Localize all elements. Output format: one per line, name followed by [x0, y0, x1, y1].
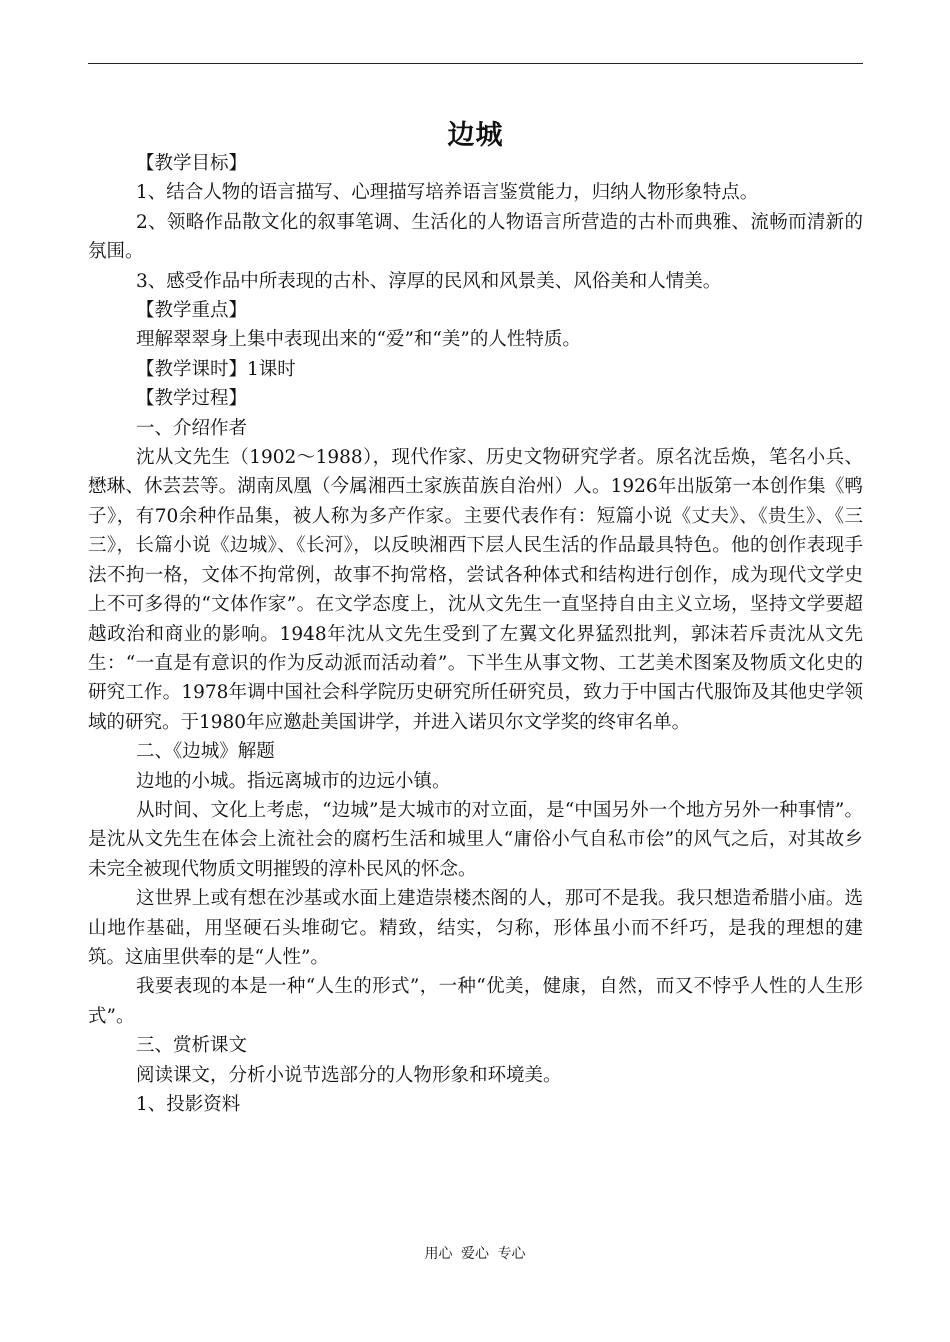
subheading-appreciation: 三、赏析课文: [136, 1035, 248, 1057]
objective-item: 1、结合人物的语言描写、心理描写培养语言鉴赏能力，归纳人物形象特点。: [136, 182, 759, 204]
section-heading-objectives: 【教学目标】: [136, 153, 248, 174]
body-paragraph: 从时间、文化上考虑，“边城”是大城市的对立面，是“中国另外一个地方另外一种事情”。是沈从文先生在体会上流社会的腐朽生活和城里人“庸俗小气自私市侩”的风气之后，对其故乡未完全被现代物质文明摧毁的淳朴民风的怀念。: [88, 799, 863, 880]
page-footer: 用心 爱心 专心: [424, 1246, 526, 1262]
body-paragraph: 这世界上或有想在沙基或水面上建造崇楼杰阁的人，那可不是我。我只想造希腊小庙。选山地作基础，用坚硬石头堆砌它。精致，结实，匀称，形体虽小而不纤巧，是我的理想的建筑。这庙里供奉的是“人性”。: [88, 888, 863, 968]
subheading-author: 一、介绍作者: [136, 417, 248, 439]
body-paragraph: 我要表现的本是一种“人生的形式”，一种“优美，健康，自然，而又不悖乎人性的人生形式”。: [88, 976, 863, 1027]
header-rule: [88, 63, 863, 64]
author-bio-paragraph: 沈从文先生（1902～1988），现代作家、历史文物研究学者。原名沈岳焕，笔名小兵、懋琳、休芸芸等。湖南凤凰（今属湘西土家族苗族自治州）人。1926年出版第一本创作集《鸭子》，有70余种作品集，被人称为多产作家。主要代表作有：短篇小说《丈夫》、《贵生》、《三三》，长篇小说《边城》、《长河》，以反映湘西下层人民生活的作品最具特色。他的创作表现手法不拘一格，文体不拘常例，故事不拘常格，尝试各种体式和结构进行创作，成为现代文学史上不可多得的“文体作家”。在文学态度上，沈从文先生一直坚持自由主义立场，坚持文学要超越政治和商业的影响。1948年沈从文先生受到了左翼文化界猛烈批判，郭沫若斥责沈从文先生：“一直是有意识的作为反动派而活动着”。下半生从事文物、工艺美术图案及物质文化史的研究工作。1978年调中国社会科学院历史研究所任研究员，致力于中国古代服饰及其他史学领域的研究。于1980年应邀赴美国讲学，并进入诺贝尔文学奖的终审名单。: [88, 447, 863, 733]
section-heading-focus: 【教学重点】: [136, 300, 248, 322]
list-item: 1、投影资料: [136, 1094, 241, 1115]
section-heading-process: 【教学过程】: [136, 388, 248, 410]
objective-item: 3、感受作品中所表现的古朴、淳厚的民风和风景美、风俗美和人情美。: [136, 270, 722, 292]
document-body: [88, 149, 863, 1119]
objective-item: 2、领略作品散文化的叙事笔调、生活化的人物语言所营造的古朴而典雅、流畅而清新的氛围。: [88, 211, 863, 263]
subheading-title-analysis: 二、《边城》解题: [136, 741, 275, 763]
body-paragraph: 阅读课文，分析小说节选部分的人物形象和环境美。: [136, 1064, 562, 1086]
page-title: 边城: [447, 120, 504, 151]
focus-text: 理解翠翠身上集中表现出来的“爱”和“美”的人性特质。: [136, 329, 581, 351]
section-heading-hours: 【教学课时】1课时: [136, 358, 296, 380]
body-paragraph: 边地的小城。指远离城市的边远小镇。: [136, 770, 451, 792]
